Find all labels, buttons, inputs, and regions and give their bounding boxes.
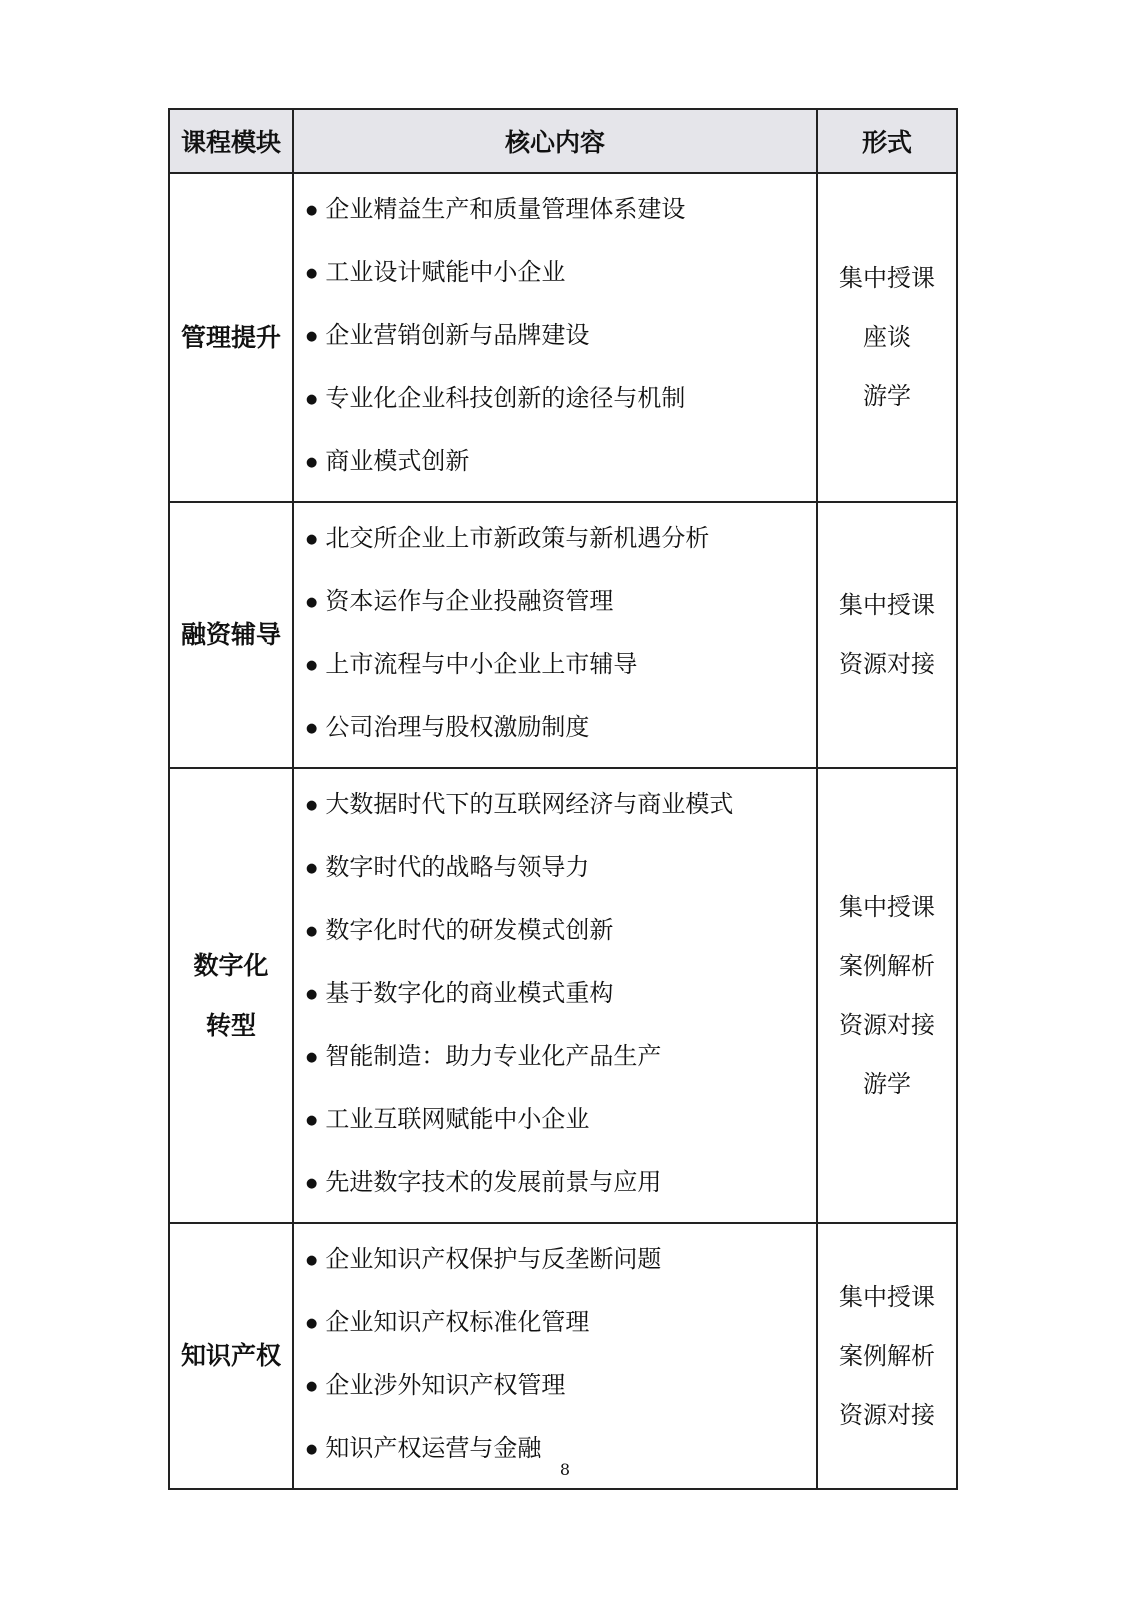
content-item: ● 公司治理与股权激励制度 — [306, 698, 806, 761]
table-row — [169, 1223, 957, 1489]
module-cell — [169, 1223, 293, 1489]
form-cell — [817, 1223, 957, 1489]
form-item: 资源对接 — [839, 1010, 935, 1039]
header-form: 形式 — [817, 109, 957, 173]
form-item: 集中授课 — [839, 892, 935, 921]
content-item: ● 数字化时代的研发模式创新 — [306, 901, 806, 964]
content-item: ● 大数据时代下的互联网经济与商业模式 — [306, 775, 806, 838]
content-item: ● 北交所企业上市新政策与新机遇分析 — [306, 509, 806, 572]
header-content: 核心内容 — [293, 109, 817, 173]
module-name: 融资辅导 — [180, 620, 281, 649]
module-cell — [169, 768, 293, 1223]
header-module: 课程模块 — [169, 109, 293, 173]
form-item: 集中授课 — [839, 591, 935, 619]
content-item: ● 资本运作与企业投融资管理 — [306, 572, 806, 635]
content-item: ● 工业设计赋能中小企业 — [306, 243, 806, 306]
form-item: 资源对接 — [839, 1400, 935, 1429]
content-item: ● 企业营销创新与品牌建设 — [306, 306, 806, 369]
content-item: ● 先进数字技术的发展前景与应用 — [306, 1153, 806, 1216]
table-header-row — [169, 109, 957, 173]
content-item: ● 基于数字化的商业模式重构 — [306, 964, 806, 1027]
form-item: 游学 — [863, 1069, 911, 1098]
content-item: ● 工业互联网赋能中小企业 — [306, 1090, 806, 1153]
content-item: ● 企业涉外知识产权管理 — [306, 1356, 806, 1419]
content-item: ● 上市流程与中小企业上市辅导 — [306, 635, 806, 698]
content-item: ● 商业模式创新 — [306, 432, 806, 495]
content-cell — [293, 768, 817, 1223]
course-module-table — [168, 108, 958, 1490]
content-item: ● 知识产权运营与金融 — [306, 1419, 806, 1482]
table-row — [169, 173, 957, 502]
content-cell — [293, 1223, 817, 1489]
form-item: 案例解析 — [839, 951, 935, 980]
form-cell — [817, 768, 957, 1223]
module-cell — [169, 173, 293, 502]
form-cell — [817, 502, 957, 768]
module-name: 转型 — [205, 1010, 256, 1040]
module-name: 管理提升 — [180, 322, 281, 352]
module-cell — [169, 502, 293, 768]
content-item: ● 企业知识产权标准化管理 — [306, 1293, 806, 1356]
form-item: 座谈 — [863, 323, 911, 351]
form-cell — [817, 173, 957, 502]
form-item: 游学 — [863, 382, 911, 410]
form-item: 案例解析 — [839, 1341, 935, 1370]
module-name: 数字化 — [193, 950, 269, 980]
content-item: ● 数字时代的战略与领导力 — [306, 838, 806, 901]
form-item: 资源对接 — [839, 650, 935, 678]
content-item: ● 专业化企业科技创新的途径与机制 — [306, 369, 806, 432]
content-item: ● 智能制造：助力专业化产品生产 — [306, 1027, 806, 1090]
page-number: 8 — [559, 1460, 571, 1479]
module-name: 知识产权 — [180, 1341, 281, 1370]
form-item: 集中授课 — [839, 1282, 935, 1311]
content-item: ● 企业知识产权保护与反垄断问题 — [306, 1230, 806, 1293]
form-item: 集中授课 — [839, 264, 935, 292]
content-cell — [293, 173, 817, 502]
table-row — [169, 502, 957, 768]
content-cell — [293, 502, 817, 768]
content-item: ● 企业精益生产和质量管理体系建设 — [306, 180, 806, 243]
table-row — [169, 768, 957, 1223]
